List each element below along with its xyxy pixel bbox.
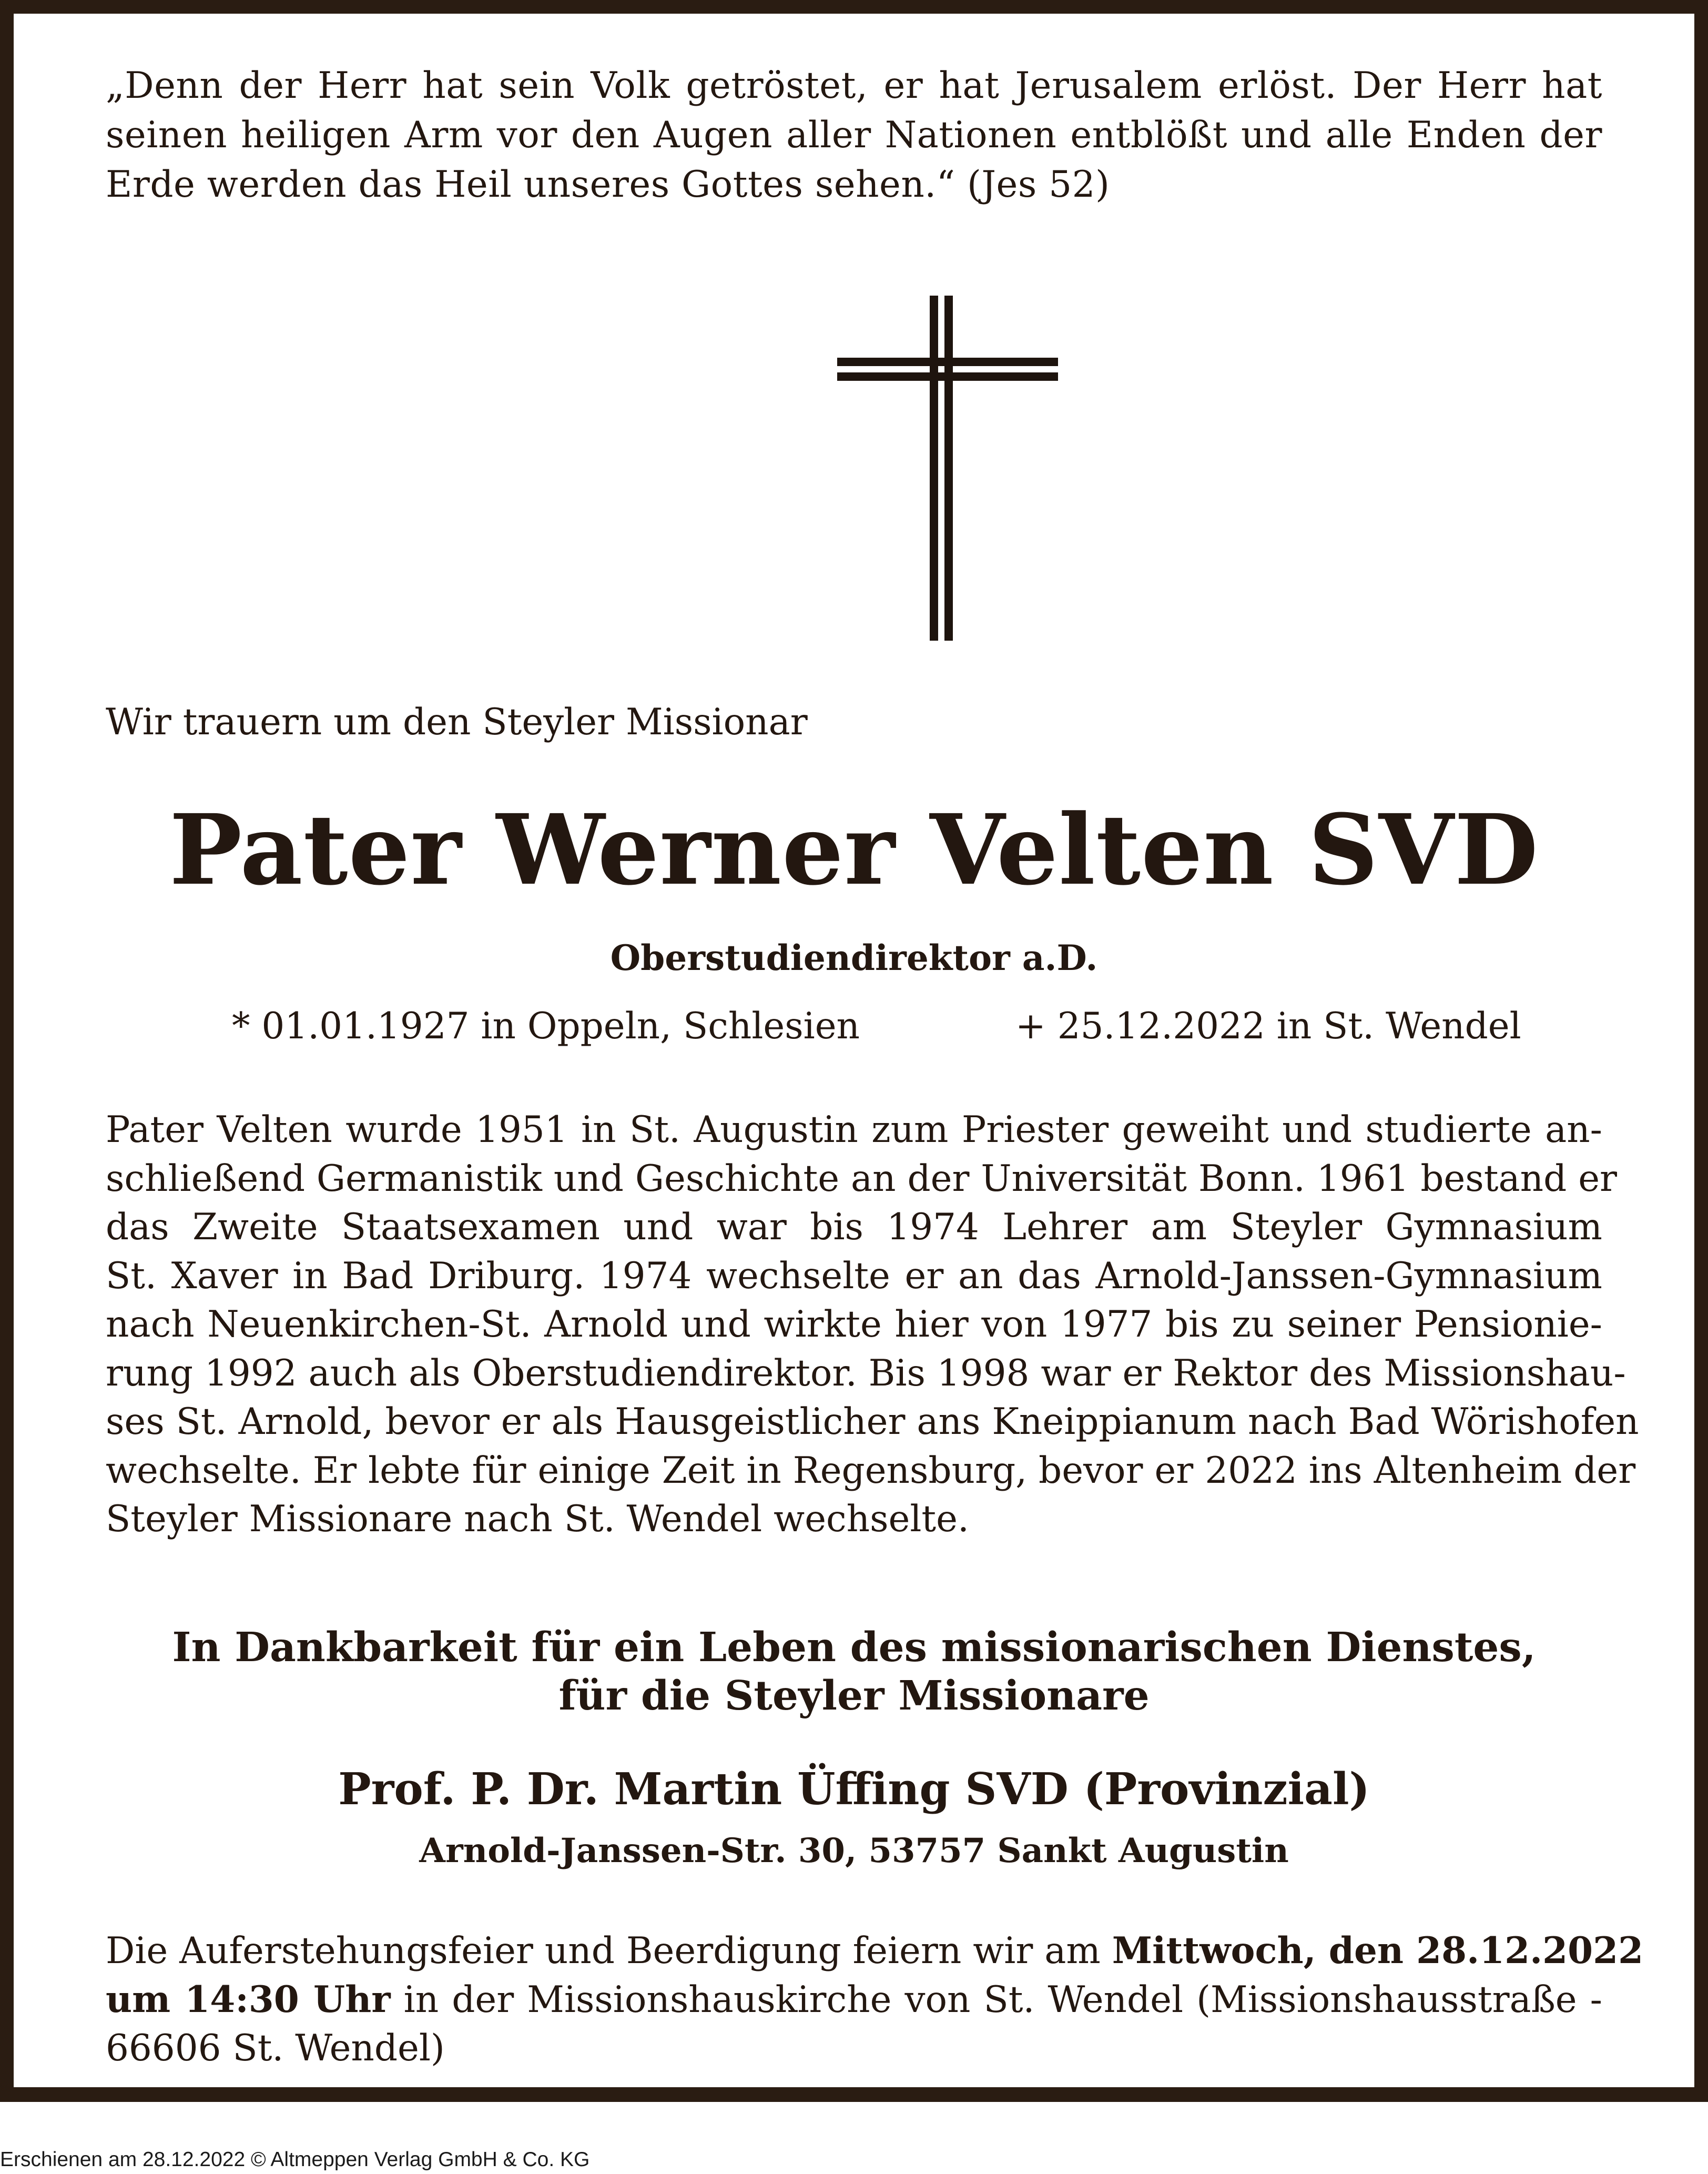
bio-line: ses St. Arnold, bevor er als Hausgeistlicher ans Kneippianum nach Bad Wörishofen xyxy=(106,1401,1639,1443)
service-line-2 xyxy=(106,1976,1602,2025)
funeral-service-info xyxy=(106,1927,1644,2073)
biography xyxy=(106,1106,1639,1544)
bio-line: St. Xaver in Bad Driburg. 1974 wechselte er an das Arnold-Janssen-Gymnasium xyxy=(106,1255,1602,1297)
bio-line: Pater Velten wurde 1951 in St. Augustin zum Priester geweiht und studierte an- xyxy=(106,1109,1602,1151)
signatory-address: Arnold-Janssen-Str. 30, 53757 Sankt Augustin xyxy=(419,1831,1289,1870)
birth-date: * 01.01.1927 in Oppeln, Schlesien xyxy=(232,1005,860,1047)
service-date: Mittwoch, den 28.12.2022 xyxy=(1112,1929,1644,1972)
death-date: + 25.12.2022 in St. Wendel xyxy=(1015,1005,1521,1047)
service-line-1 xyxy=(106,1927,1644,1976)
bio-line: nach Neuenkirchen-St. Arnold und wirkte hier von 1977 bis zu seiner Pensionie- xyxy=(106,1303,1602,1346)
bio-line: rung 1992 auch als Oberstudiendirektor. Bis 1998 war er Rektor des Missionshau- xyxy=(106,1352,1626,1394)
bible-quote: „Denn der Herr hat sein Volk getröstet, er hat Jerusalem erlöst. Der Herr hat seinen heiligen Arm vor den Augen aller Nationen entblößt und alle Enden der Erde werden das Heil unseres Gottes sehen.“ (Jes 52) xyxy=(106,65,1602,206)
thanks-statement xyxy=(106,1623,1602,1720)
cross-icon xyxy=(837,296,1058,641)
thanks-line-2: für die Steyler Missionare xyxy=(558,1672,1150,1720)
bio-line: schließend Germanistik und Geschichte an der Universität Bonn. 1961 bestand er xyxy=(106,1157,1618,1200)
bio-line: das Zweite Staatsexamen und war bis 1974 Lehrer am Steyler Gymnasium xyxy=(106,1206,1602,1248)
publication-footer: Erschienen am 28.12.2022 © Altmeppen Verlag GmbH & Co. KG xyxy=(0,2148,590,2171)
intro-text: Wir trauern um den Steyler Missionar xyxy=(106,701,808,743)
bio-line: wechselte. Er lebte für einige Zeit in Regensburg, bevor er 2022 ins Altenheim der xyxy=(106,1449,1636,1492)
service-time: um 14:30 Uhr xyxy=(106,1978,391,2021)
service-text: Die Auferstehungsfeier und Beerdigung feiern wir am xyxy=(106,1930,1112,1972)
service-location: in der Missionshauskirche von St. Wendel (Missionshausstraße - xyxy=(390,1978,1602,2021)
bio-line: Steyler Missionare nach St. Wendel wechselte. xyxy=(106,1498,969,1540)
deceased-title: Oberstudiendirektor a.D. xyxy=(610,937,1098,978)
deceased-name: Pater Werner Velten SVD xyxy=(169,793,1539,907)
service-line-3: 66606 St. Wendel) xyxy=(106,2027,445,2069)
signatory-name: Prof. P. Dr. Martin Üffing SVD (Provinzial) xyxy=(338,1763,1370,1815)
thanks-line-1: In Dankbarkeit für ein Leben des missionarischen Dienstes, xyxy=(172,1624,1536,1671)
